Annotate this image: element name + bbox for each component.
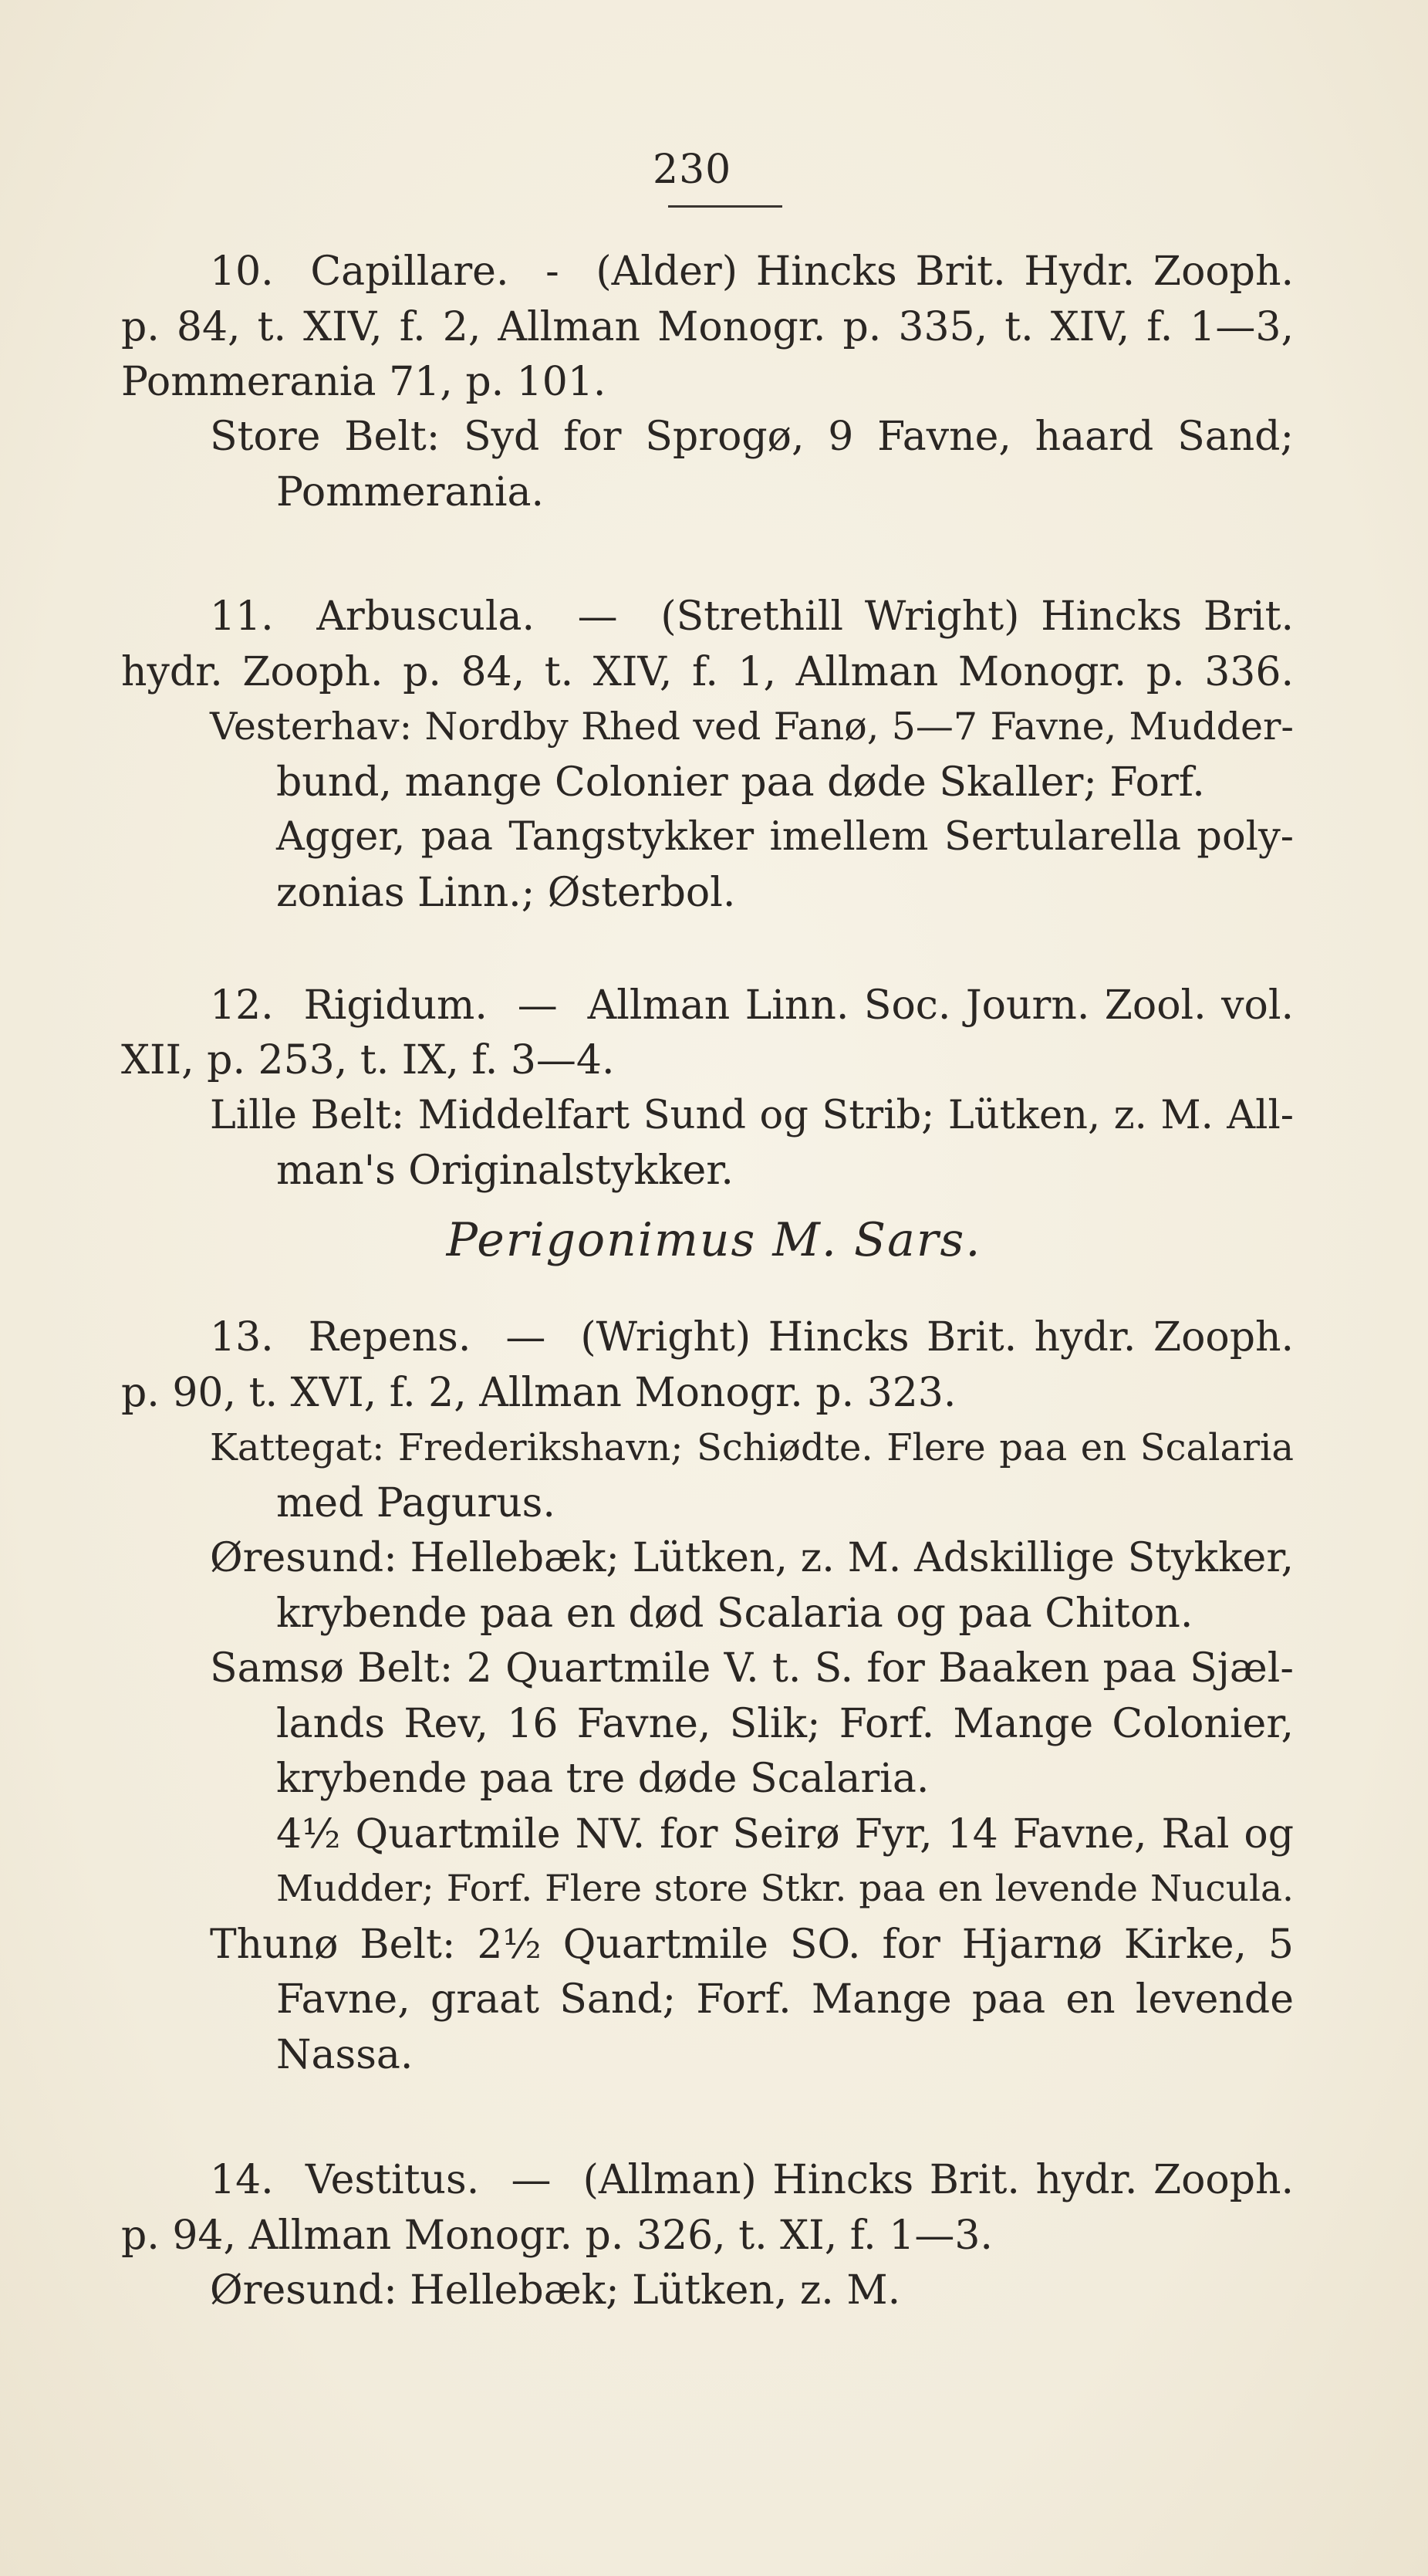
text-line: Lille Belt: Middelfart Sund og Strib; Lütken, z. M. All- (210, 1093, 1294, 1138)
text-line: Øresund: Hellebæk; Lütken, z. M. Adskillige Stykker, (210, 1535, 1294, 1581)
text-line: Pommerania 71, p. 101. (121, 359, 606, 405)
text-line: man's Originalstykker. (276, 1148, 734, 1194)
text-line: Pommerania. (276, 469, 545, 516)
text-line: Agger, paa Tangstykker imellem Sertularella poly- (276, 814, 1294, 860)
text-line: zonias Linn.; Østerbol. (276, 870, 736, 916)
text-line: Kattegat: Frederikshavn; Schiødte. Flere paa en Scalaria (210, 1426, 1294, 1469)
text-line: Mudder; Forf. Flere store Stkr. paa en levende Nucula. (276, 1868, 1294, 1910)
text-line: 12. Rigidum. — Allman Linn. Soc. Journ. Zool. vol. (210, 982, 1294, 1029)
text-line: med Pagurus. (276, 1480, 555, 1526)
text-line: krybende paa tre døde Scalaria. (276, 1756, 930, 1802)
page-number-rule (668, 205, 782, 208)
text-line: lands Rev, 16 Favne, Slik; Forf. Mange Colonier, (276, 1701, 1294, 1747)
text-line: bund, mange Colonier paa døde Skaller; Forf. (276, 759, 1205, 806)
text-line: krybende paa en død Scalaria og paa Chiton. (276, 1591, 1193, 1637)
text-line: hydr. Zooph. p. 84, t. XIV, f. 1, Allman Monogr. p. 336. (121, 649, 1294, 695)
text-line: 11. Arbuscula. — (Strethill Wright) Hincks Brit. (210, 593, 1294, 640)
text-line: 4½ Quartmile NV. for Seirø Fyr, 14 Favne, Ral og (276, 1811, 1294, 1858)
text-line: 13. Repens. — (Wright) Hincks Brit. hydr. Zooph. (210, 1314, 1294, 1361)
genus-heading: Perigonimus M. Sars. (446, 1213, 982, 1267)
text-line: Thunø Belt: 2½ Quartmile SO. for Hjarnø Kirke, 5 (210, 1922, 1294, 1968)
text-line: p. 90, t. XVI, f. 2, Allman Monogr. p. 323. (121, 1370, 957, 1416)
text-line: Favne, graat Sand; Forf. Mange paa en levende (276, 1976, 1294, 2023)
text-line: Store Belt: Syd for Sprogø, 9 Favne, haard Sand; (210, 414, 1294, 460)
text-line: p. 94, Allman Monogr. p. 326, t. XI, f. 1—3. (121, 2213, 993, 2259)
text-line: Nassa. (276, 2032, 414, 2078)
text-line: p. 84, t. XIV, f. 2, Allman Monogr. p. 335, t. XIV, f. 1—3, (121, 304, 1294, 350)
text-line: Samsø Belt: 2 Quartmile V. t. S. for Baaken paa Sjæl- (210, 1645, 1294, 1692)
text-line: 10. Capillare. - (Alder) Hincks Brit. Hydr. Zooph. (210, 248, 1294, 295)
text-line: XII, p. 253, t. IX, f. 3—4. (121, 1037, 615, 1083)
page-number: 230 (653, 147, 732, 193)
text-line: Vesterhav: Nordby Rhed ved Fanø, 5—7 Favne, Mudder- (210, 705, 1294, 749)
text-line: Øresund: Hellebæk; Lütken, z. M. (210, 2267, 901, 2314)
text-line: 14. Vestitus. — (Allman) Hincks Brit. hydr. Zooph. (210, 2157, 1294, 2203)
